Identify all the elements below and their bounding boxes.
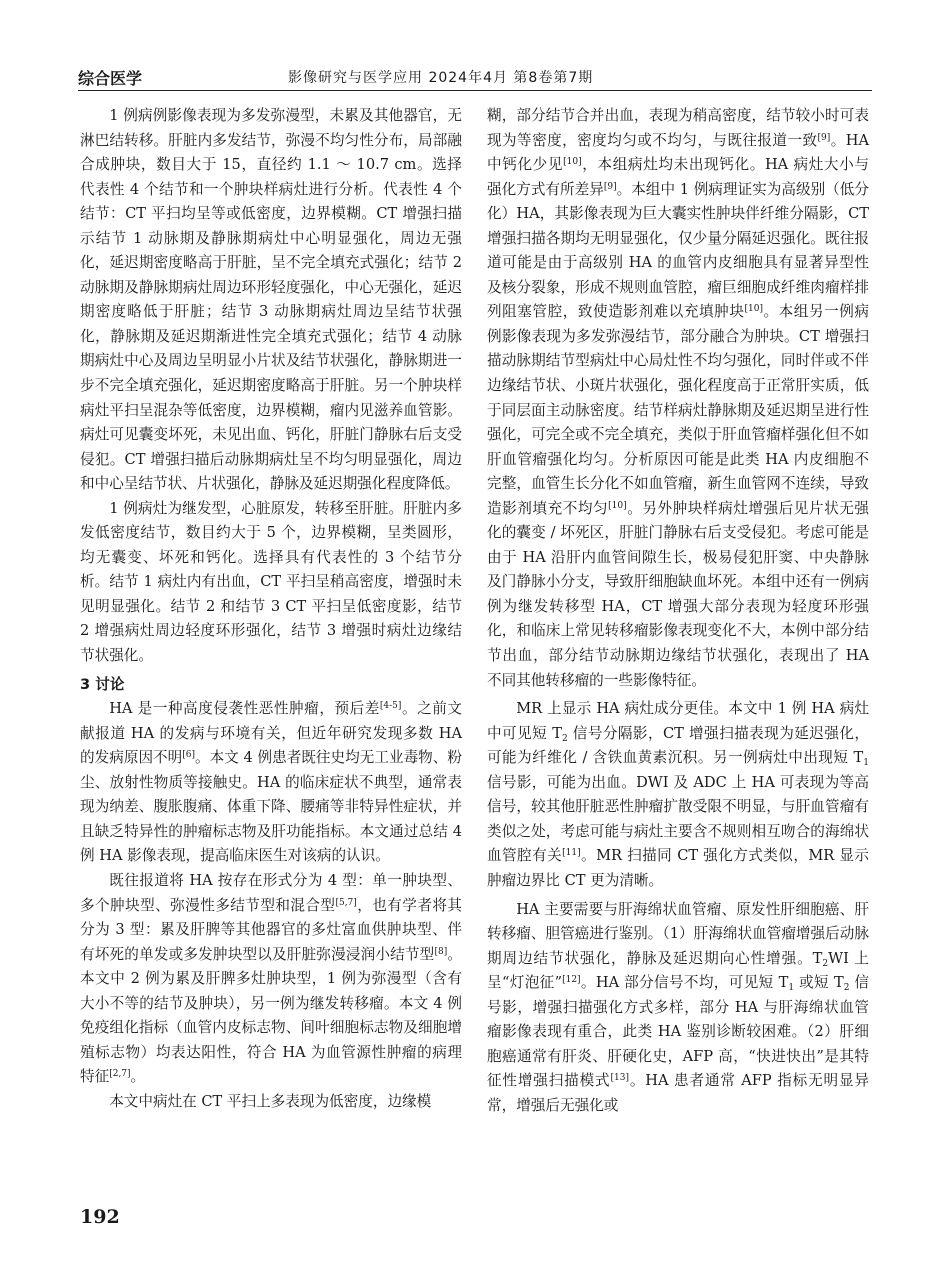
citation: [2,7] bbox=[109, 1069, 131, 1080]
citation: [10] bbox=[608, 500, 627, 511]
running-header bbox=[78, 66, 872, 91]
citation: [10] bbox=[744, 304, 763, 315]
section-label: 综合医学 bbox=[78, 69, 143, 88]
paragraph-case-diffuse: 1 例病例影像表现为多发弥漫型，未累及其他器官，无淋巴结转移。肝脏内多发结节，弥漫不均匀性分布，局部融合成肿块，数目大于 15，直径约 1.1 ～ 10.7 cm。选择代表性 4 个结节和一个肿块样病灶进行分析。代表性 4 个结节：CT 平扫均呈等或低密度，边界模糊。CT 增强扫描示结节 1 动脉期及静脉期病灶中心明显强化，周边无强化，延迟期密度略高于肝脏，呈不完全填充式强化；结节 2 动脉期及静脉期病灶周边环形轻度强化，中心无强化，延迟期密度略低于肝脏；结节 3 动脉期病灶周边呈结节状强化，静脉期及延迟期渐进性完全填充式强化；结节 4 动脉期病灶中心及周边呈明显小片状及结节状强化，静脉期进一步不完全填充强化，延迟期密度略高于肝脏。另一个肿块样病灶平扫呈混杂等低密度，边界模糊，瘤内见滋养血管影。病灶可见囊变坏死，未见出血、钙化，肝脏门静脉右后支受侵犯。CT 增强扫描后动脉期病灶呈不均匀明显强化，周边和中心呈结节状、片状强化，静脉及延迟期强化程度降低。 bbox=[80, 107, 462, 493]
section-heading-discussion: 3 讨论 bbox=[80, 675, 125, 693]
left-column bbox=[80, 104, 462, 1114]
paragraph-mr-findings: MR 上显示 HA 病灶成分更佳。本文中 1 例 HA 病灶中可见短 $T_2$ 信号分隔影，CT 增强扫描表现为延迟强化，可能为纤维化 / 含铁血黄素沉积。另一例病灶中出现短 $T_1$ 信号影，可能为出血。DWI 及 ADC 上 HA 可表现为等高信号，较其他肝脏恶性肿瘤扩散受限不明显，与肝血管瘤有类似之处，考虑可能与病灶主要含不规则相互吻合的海绵状血管腔有关[11]。MR 扫描同 CT 强化方式类似，MR 显示肿瘤边界比 CT 更为清晰。 bbox=[487, 700, 869, 889]
journal-info: 影像研究与医学应用 2024年4月 第8卷第7期 bbox=[288, 70, 594, 86]
paragraph-discussion-1: HA 是一种高度侵袭性恶性肿瘤，预后差[4-5]。之前文献报道 HA 的发病与环境有关，但近年研究发现多数 HA 的发病原因不明[6]。本文 4 例患者既往史均无工业毒物、粉尘、放射性物质等接触史。HA 的临床症状不典型，通常表现为纳差、腹胀腹痛、体重下降、腰痛等非特异性症状，并且缺乏特异性的肿瘤标志物及肝功能指标。本文通过总结 4 例 HA 影像表现，提高临床医生对该病的认识。 bbox=[80, 700, 462, 865]
citation: [10] bbox=[563, 157, 582, 168]
paragraph-discussion-2: 既往报道将 HA 按存在形式分为 4 型：单一肿块型、多个肿块型、弥漫性多结节型和混合型[5,7]，也有学者将其分为 3 型：累及肝脾等其他器官的多灶富血供肿块型、伴有坏死的单发或多发肿块型以及肝脏弥漫浸润小结节型[8]。本文中 2 例为累及肝脾多灶肿块型，1 例为弥漫型（含有大小不等的结节及肿块），另一例为继发转移瘤。本文 4 例免疫组化指标（血管内皮标志物、间叶细胞标志物及细胞增殖标志物）均表达阳性，符合 HA 为血管源性肿瘤的病理特征[2,7]。 bbox=[80, 871, 462, 1086]
citation: [5,7] bbox=[335, 897, 357, 908]
citation: [4-5] bbox=[379, 701, 402, 712]
right-column bbox=[487, 104, 869, 1118]
page-number: 192 bbox=[80, 1206, 120, 1228]
paragraph-case-secondary: 1 例病灶为继发型，心脏原发，转移至肝脏。肝脏内多发低密度结节，数目约大于 5 个，边界模糊，呈类圆形，均无囊变、坏死和钙化。选择具有代表性的 3 个结节分析。结节 1 病灶内有出血，CT 平扫呈稍高密度，增强时未见明显强化。结节 2 和结节 3 CT 平扫呈低密度影，结节 2 增强病灶周边轻度环形强化，结节 3 增强时病灶边缘结节状强化。 bbox=[80, 499, 462, 665]
paragraph-ct-findings: 糊，部分结节合并出血，表现为稍高密度，结节较小时可表现为等密度，密度均匀或不均匀，与既往报道一致[9]。HA 中钙化少见[10]，本组病灶均未出现钙化。HA 病灶大小与强化方式有所差异[9]。本组中 1 例病理证实为高级别（低分化）HA，其影像表现为巨大囊实性肿块伴纤维分隔影，CT 增强扫描各期均无明显强化，仅少量分隔延迟强化。既往报道可能是由于高级别 HA 的血管内皮细胞具有显著异型性及核分裂象，形成不规则血管腔，瘤巨细胞成纤维肉瘤样排列阻塞管腔，致使造影剂难以充填肿块[10]。本组另一例病例影像表现为多发弥漫结节，部分融合为肿块。CT 增强扫描动脉期结节型病灶中心局灶性不均匀强化，同时伴或不伴边缘结节状、小斑片状强化，强化程度高于正常肝实质，低于同层面主动脉密度。结节样病灶静脉期及延迟期呈进行性强化，可完全或不完全填充，类似于肝血管瘤样强化但不如肝血管瘤强化均匀。分析原因可能是此类 HA 内皮细胞不完整，血管生长分化不如血管瘤，新生血管网不连续，导致造影剂填充不均匀[10]。另外肿块样病灶增强后见片状无强化的囊变 / 坏死区，肝脏门静脉右后支受侵犯。考虑可能是由于 HA 沿肝内血管间隙生长，极易侵犯肝窦、中央静脉及门静脉小分支，导致肝细胞缺血坏死。本组中还有一例病例为继发转移型 HA，CT 增强大部分表现为轻度环形强化，和临床上常见转移瘤影像表现变化不大，本例中部分结节出血，部分结节动脉期边缘结节状强化，表现出了 HA 不同其他转移瘤的一些影像特征。 bbox=[487, 107, 869, 689]
paragraph-differential: HA 主要需要与肝海绵状血管瘤、原发性肝细胞癌、肝转移瘤、胆管癌进行鉴别。（1）肝海绵状血管瘤增强后动脉期周边结节状强化，静脉及延迟期向心性增强。$T_2WI$ 上呈“灯泡征”[12]。HA 部分信号不均，可见短 $T_1$ 或短 $T_2$ 信号影，增强扫描强化方式多样，部分 HA 与肝海绵状血管瘤影像表现有重合，此类 HA 鉴别诊断较困难。（2）肝细胞癌通常有肝炎、肝硬化史，AFP 高，“快进快出”是其特征性增强扫描模式[13]。HA 患者通常 AFP 指标无明显异常，增强后无强化或 bbox=[487, 900, 870, 1114]
citation: [13] bbox=[610, 1073, 629, 1084]
citation: [9] bbox=[817, 132, 831, 143]
citation: [9] bbox=[603, 181, 617, 192]
citation: [11] bbox=[562, 848, 581, 859]
citation: [6] bbox=[182, 750, 196, 761]
citation: [12] bbox=[562, 975, 581, 986]
citation: [8] bbox=[434, 946, 448, 957]
paragraph-discussion-3: 本文中病灶在 CT 平扫上多表现为低密度，边缘模 bbox=[109, 1092, 432, 1110]
